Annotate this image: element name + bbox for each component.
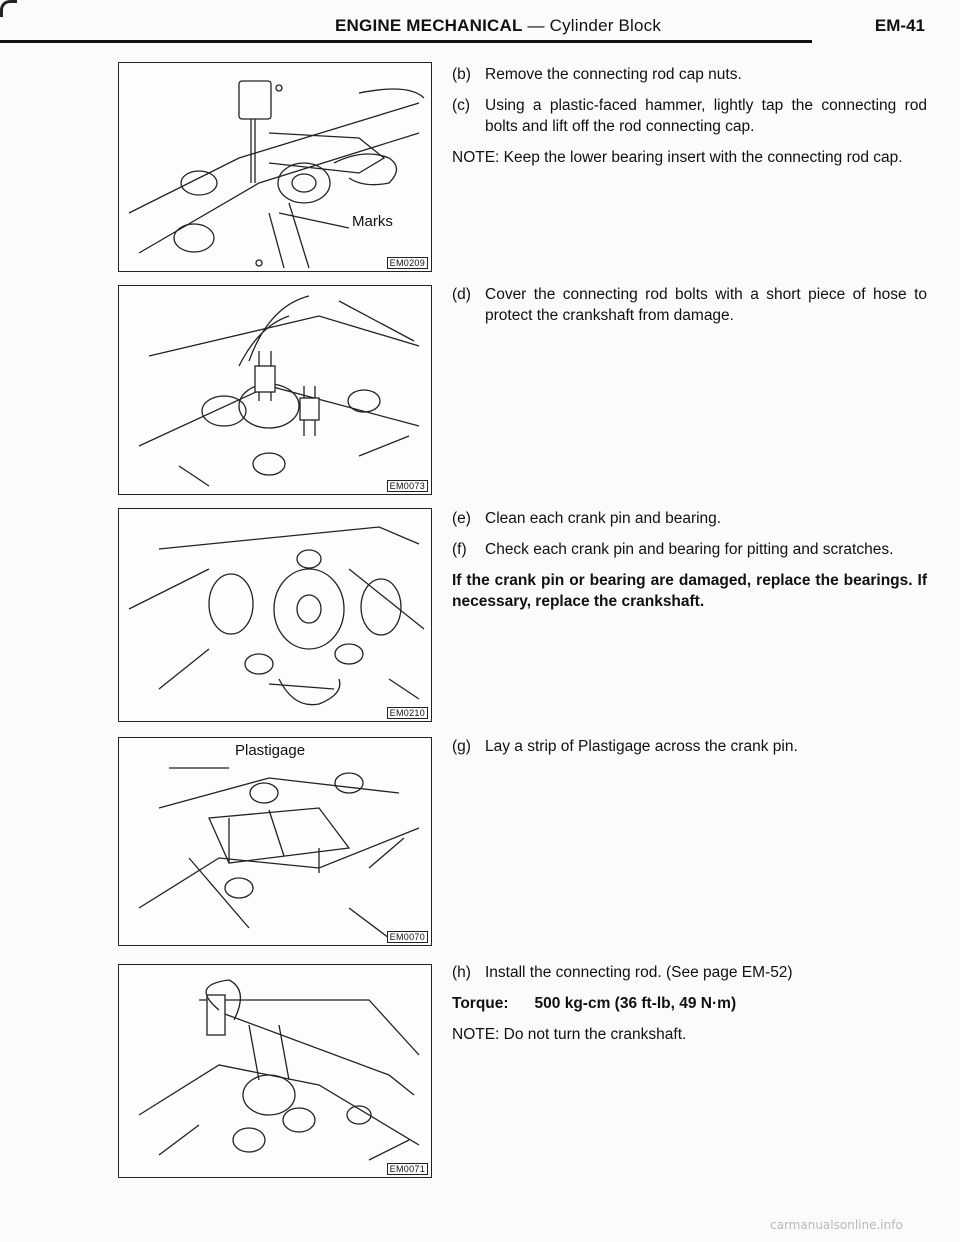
- step-key: (g): [452, 738, 471, 755]
- figure-code: EM0209: [387, 257, 428, 269]
- figure-code: EM0073: [387, 480, 428, 492]
- step-g: [452, 736, 927, 757]
- figure-callout-marks: Marks: [352, 213, 393, 230]
- step-key: (f): [452, 541, 467, 558]
- figure-crank-pin-inspection: [118, 508, 432, 722]
- figure-plastigage: [118, 737, 432, 946]
- text-block-cap-removal: [452, 64, 927, 178]
- figure-rod-cap-removal: [118, 62, 432, 272]
- page-title: [335, 16, 661, 36]
- step-key: (e): [452, 510, 471, 527]
- step-text: Check each crank pin and bearing for pitting and scratches.: [485, 541, 894, 558]
- header-rule: [0, 40, 812, 43]
- corner-crop-mark: [0, 0, 17, 17]
- step-key: (h): [452, 964, 471, 981]
- step-text: Remove the connecting rod cap nuts.: [485, 66, 742, 83]
- figure-torque-rod-cap: [118, 964, 432, 1178]
- figure-hose-on-bolts: [118, 285, 432, 495]
- step-key: (c): [452, 97, 471, 114]
- step-d: [452, 284, 927, 326]
- step-key: (b): [452, 66, 471, 83]
- torque-wrench-rod-install-illustration: [119, 965, 431, 1177]
- step-e: [452, 508, 927, 529]
- figure-code: EM0070: [387, 931, 428, 943]
- figure-callout-plastigage: Plastigage: [235, 742, 306, 759]
- step-text: Cover the connecting rod bolts with a short piece of hose to protect the crankshaft from damage.: [485, 286, 927, 324]
- hammer-tapping-rod-cap-illustration: [119, 63, 431, 271]
- torque-label: Torque:: [452, 995, 509, 1012]
- section-name: ENGINE MECHANICAL: [335, 16, 523, 35]
- step-text: Using a plastic-faced hammer, lightly tap the connecting rod bolts and lift off the rod connecting cap.: [485, 97, 927, 135]
- page-number: EM-41: [874, 16, 925, 35]
- damage-warning: If the crank pin or bearing are damaged, replace the bearings. If necessary, replace the crankshaft.: [452, 572, 927, 610]
- subsection-name: — Cylinder Block: [522, 16, 662, 35]
- torque-spec: [452, 993, 927, 1014]
- step-h: [452, 962, 927, 983]
- figure-code: EM0071: [387, 1163, 428, 1175]
- step-c: [452, 95, 927, 137]
- step-f: [452, 539, 927, 560]
- step-text: Clean each crank pin and bearing.: [485, 510, 722, 527]
- note-bearing-insert: NOTE: Keep the lower bearing insert with the connecting rod cap.: [452, 149, 903, 166]
- hose-on-rod-bolts-illustration: [119, 286, 431, 494]
- text-block-inspection: [452, 508, 927, 622]
- torque-value: 500 kg-cm (36 ft-lb, 49 N·m): [534, 995, 737, 1012]
- step-key: (d): [452, 286, 471, 303]
- text-block-plastigage: [452, 736, 927, 767]
- text-block-install: [452, 962, 927, 1055]
- step-text: Lay a strip of Plastigage across the crank pin.: [485, 738, 798, 755]
- step-b: [452, 64, 927, 85]
- crank-pin-bearing-illustration: [119, 509, 431, 721]
- note-crankshaft: NOTE: Do not turn the crankshaft.: [452, 1026, 687, 1043]
- text-block-hose: [452, 284, 927, 336]
- step-text: Install the connecting rod. (See page EM-52): [485, 964, 793, 981]
- watermark: carmanualsonline.info: [770, 1218, 903, 1232]
- figure-code: EM0210: [387, 707, 428, 719]
- plastigage-strip-illustration: [119, 738, 431, 945]
